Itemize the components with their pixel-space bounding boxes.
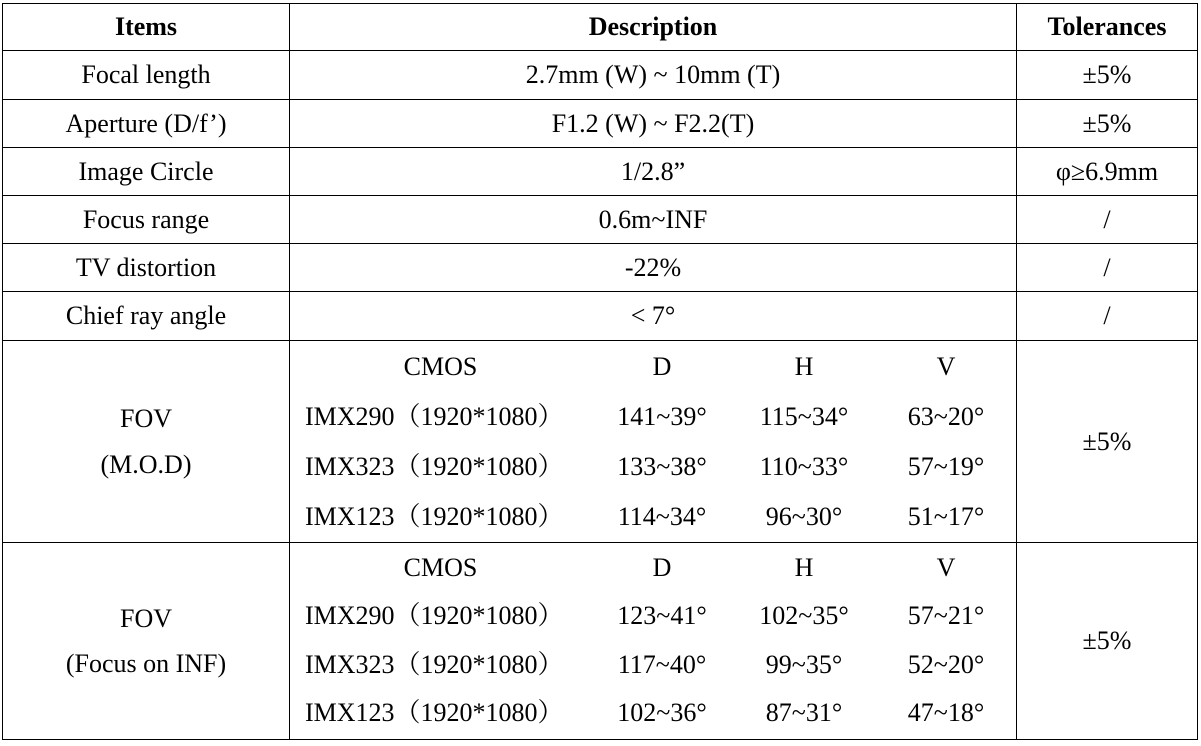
fov-mod-d: 114~34° <box>617 501 707 531</box>
fov-inf-v: 57~21° <box>907 601 985 630</box>
fov-mod-cmos: IMX323（1920*1080） <box>305 451 564 481</box>
fov-inf-item-line1: FOV <box>119 603 172 633</box>
fov-mod-d: 133~38° <box>617 451 707 481</box>
fov-mod-tolerance: ±5% <box>1017 341 1198 543</box>
fov-inf-subtable <box>290 545 1017 737</box>
fov-inf-h: 87~31° <box>765 698 843 727</box>
fov-inf-v: 52~20° <box>907 650 985 679</box>
row-item: Aperture (D/f’) <box>3 100 290 148</box>
fov-mod-d: 141~39° <box>617 401 707 431</box>
fov-inf-description <box>290 543 1017 740</box>
row-description: 1/2.8” <box>290 148 1017 196</box>
fov-inf-d: 123~41° <box>617 601 707 630</box>
row-tolerance: φ≥6.9mm <box>1017 148 1198 196</box>
fov-inf-subheader <box>290 545 1017 591</box>
fov-mod-h: 115~34° <box>759 401 849 431</box>
fov-mod-item-line1: FOV <box>119 404 172 433</box>
fov-mod-cmos: IMX290（1920*1080） <box>305 401 564 431</box>
fov-mod-h: 110~33° <box>759 451 849 481</box>
table-row <box>3 244 1198 292</box>
fov-mod-col-d: D <box>652 351 672 381</box>
table-row <box>3 148 1198 196</box>
fov-mod-row <box>3 341 1198 543</box>
fov-mod-col-h: H <box>794 351 814 381</box>
row-tolerance: / <box>1017 292 1198 341</box>
fov-mod-v: 63~20° <box>907 401 985 431</box>
fov-mod-subheader <box>290 342 1017 392</box>
fov-inf-col-cmos: CMOS <box>403 553 478 582</box>
row-item: Image Circle <box>3 148 290 196</box>
row-description: 0.6m~INF <box>290 196 1017 244</box>
table-row <box>3 196 1198 244</box>
fov-inf-col-v: V <box>936 553 956 582</box>
header-row <box>3 4 1198 51</box>
fov-mod-subtable <box>290 342 1017 542</box>
fov-mod-item-line2: (M.O.D) <box>100 449 192 479</box>
header-description: Description <box>290 4 1017 51</box>
row-description: < 7° <box>290 292 1017 341</box>
fov-inf-cmos: IMX323（1920*1080） <box>305 650 564 679</box>
row-tolerance: / <box>1017 244 1198 292</box>
table-row <box>3 51 1198 100</box>
lens-spec-table <box>2 3 1198 740</box>
fov-inf-tolerance: ±5% <box>1017 543 1198 740</box>
fov-mod-h: 96~30° <box>765 501 843 531</box>
row-tolerance: / <box>1017 196 1198 244</box>
table-row <box>3 100 1198 148</box>
fov-inf-item <box>3 543 290 740</box>
fov-inf-d: 102~36° <box>617 698 707 727</box>
fov-inf-subrow <box>290 689 1017 737</box>
row-tolerance: ±5% <box>1017 51 1198 100</box>
fov-mod-col-cmos: CMOS <box>403 351 478 381</box>
row-item: TV distortion <box>3 244 290 292</box>
fov-inf-subrow <box>290 591 1017 641</box>
fov-mod-col-v: V <box>936 351 956 381</box>
fov-inf-h: 102~35° <box>759 601 849 630</box>
fov-inf-d: 117~40° <box>617 650 707 679</box>
fov-inf-cmos: IMX290（1920*1080） <box>305 601 564 630</box>
table-row <box>3 292 1198 341</box>
header-items: Items <box>3 4 290 51</box>
row-tolerance: ±5% <box>1017 100 1198 148</box>
fov-mod-subrow <box>290 442 1017 492</box>
fov-inf-h: 99~35° <box>765 650 843 679</box>
fov-inf-row <box>3 543 1198 740</box>
row-item: Focal length <box>3 51 290 100</box>
fov-inf-col-h: H <box>794 553 814 582</box>
row-item: Chief ray angle <box>3 292 290 341</box>
fov-mod-item <box>3 341 290 543</box>
fov-mod-cmos: IMX123（1920*1080） <box>305 501 564 531</box>
fov-mod-subrow <box>290 492 1017 542</box>
fov-mod-subrow <box>290 392 1017 442</box>
row-description: 2.7mm (W) ~ 10mm (T) <box>290 51 1017 100</box>
header-tolerances: Tolerances <box>1017 4 1198 51</box>
fov-inf-v: 47~18° <box>907 698 985 727</box>
fov-mod-v: 51~17° <box>907 501 985 531</box>
fov-mod-description <box>290 341 1017 543</box>
row-description: F1.2 (W) ~ F2.2(T) <box>290 100 1017 148</box>
row-description: -22% <box>290 244 1017 292</box>
fov-inf-col-d: D <box>652 553 672 582</box>
fov-inf-item-line2: (Focus on INF) <box>65 649 227 678</box>
fov-inf-subrow <box>290 641 1017 689</box>
fov-mod-v: 57~19° <box>907 451 985 481</box>
fov-inf-cmos: IMX123（1920*1080） <box>305 698 564 727</box>
row-item: Focus range <box>3 196 290 244</box>
